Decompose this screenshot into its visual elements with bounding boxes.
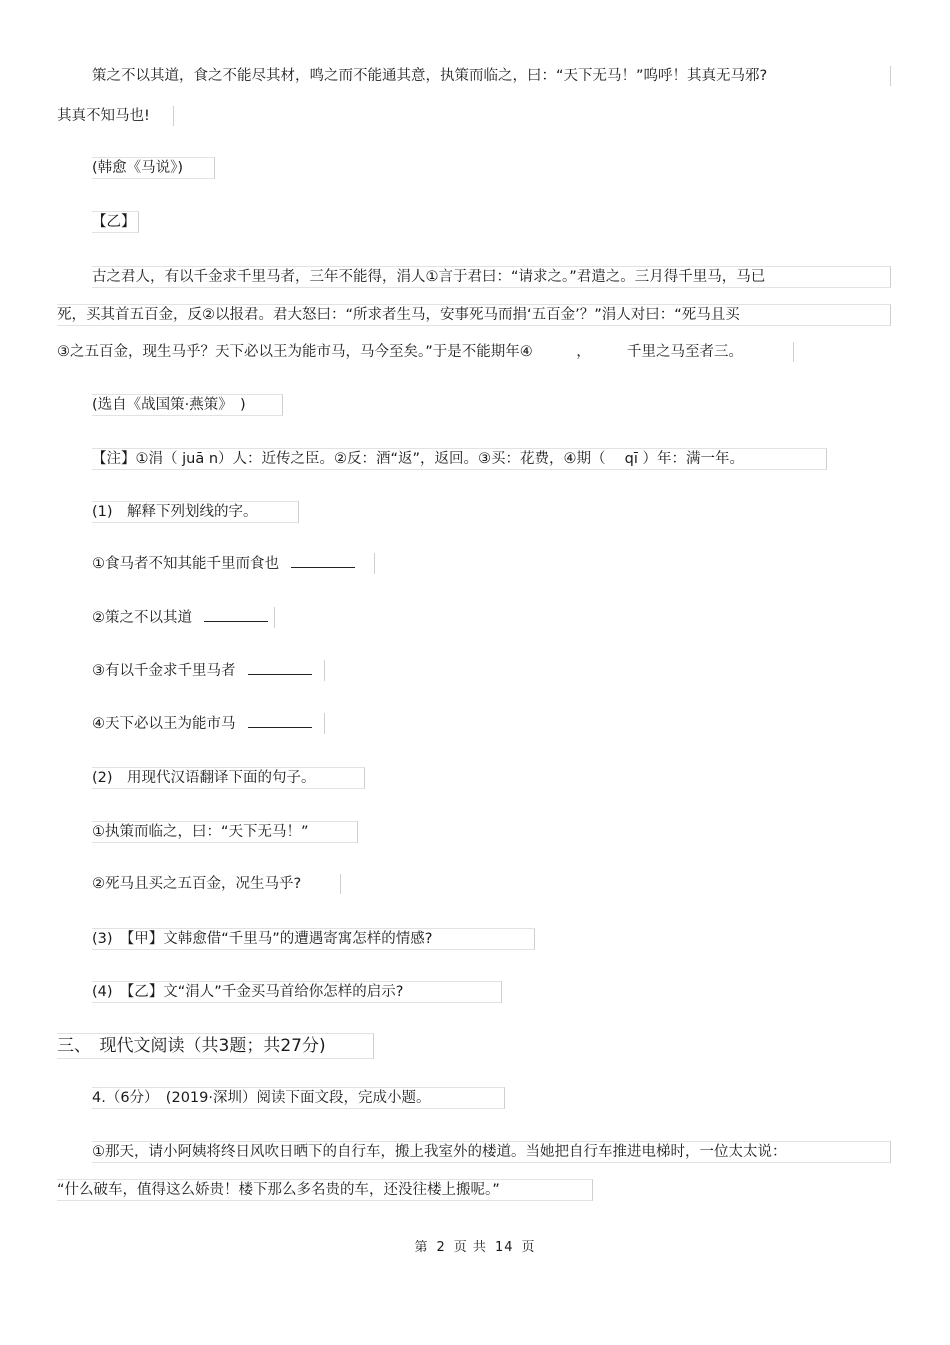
page-total: 14 bbox=[494, 1240, 514, 1255]
text-line: 策之不以其道，食之不能尽其材，鸣之而不能通其意，执策而临之，曰：“天下无马！”呜呼！其真无马邪? bbox=[92, 66, 891, 86]
item-text: ③有以千金求千里马者 bbox=[92, 663, 236, 679]
question-3-prompt: (3) 【甲】文韩愈借“千里马”的遭遇寄寓怎样的情感? bbox=[92, 928, 535, 950]
annotation-note: 【注】①涓（ juā n）人：近传之臣。②反：酒“返”，返回。③买：花费，④期（ qī ）年：满一年。 bbox=[92, 448, 827, 470]
text-line: ③之五百金，现生马乎？天下必以王为能市马，马今至矣。”于是不能期年④ ， 千里之马至者三。 bbox=[57, 342, 794, 362]
section-heading: 三、 现代文阅读（共3题；共27分) bbox=[57, 1033, 374, 1059]
source-citation: (韩愈《马说》) bbox=[92, 157, 215, 179]
answer-blank[interactable] bbox=[291, 553, 355, 568]
item-text: ①食马者不知其能千里而食也 bbox=[92, 556, 279, 572]
text-line: 死，买其首五百金，反②以报君。君大怒曰：“所求者生马，安事死马而捐‘五百金’？”涓人对曰：“死马且买 bbox=[57, 304, 891, 326]
answer-blank[interactable] bbox=[248, 660, 312, 675]
question-2-item: ①执策而临之，曰：“天下无马！” bbox=[92, 821, 358, 843]
question-prompt: 4.（6分） (2019·深圳）阅读下面文段，完成小题。 bbox=[92, 1087, 505, 1109]
question-2-item: ②死马且买之五百金，况生马乎? bbox=[92, 874, 341, 894]
question-1-item bbox=[92, 607, 275, 628]
footer-prefix: 第 bbox=[414, 1240, 429, 1255]
item-text: ④天下必以王为能市马 bbox=[92, 716, 236, 732]
source-citation: (选自《战国策·燕策》 ) bbox=[92, 394, 283, 416]
text-line: ①那天，请小阿姨将终日风吹日晒下的自行车，搬上我室外的楼道。当她把自行车推进电梯时，一位太太说： bbox=[92, 1141, 891, 1163]
question-2-prompt: (2) 用现代汉语翻译下面的句子。 bbox=[92, 767, 365, 789]
question-1-prompt: (1) 解释下列划线的字。 bbox=[92, 501, 299, 523]
question-1-item bbox=[92, 713, 325, 734]
page-number: 2 bbox=[436, 1240, 446, 1255]
section-label: 【乙】 bbox=[92, 211, 139, 233]
text-line: 其真不知马也! bbox=[57, 106, 174, 126]
answer-blank[interactable] bbox=[204, 607, 268, 622]
answer-blank[interactable] bbox=[248, 713, 312, 728]
page-footer bbox=[0, 1236, 950, 1255]
question-1-item bbox=[92, 553, 375, 574]
item-text: ②策之不以其道 bbox=[92, 610, 192, 626]
text-line: “什么破车，值得这么娇贵！楼下那么多名贵的车，还没往楼上搬呢。” bbox=[57, 1179, 593, 1201]
footer-middle: 页 共 bbox=[453, 1240, 487, 1255]
question-1-item bbox=[92, 660, 325, 681]
question-4-prompt: (4) 【乙】文“涓人”千金买马首给你怎样的启示? bbox=[92, 981, 502, 1003]
footer-suffix: 页 bbox=[521, 1240, 536, 1255]
text-line: 古之君人，有以千金求千里马者，三年不能得，涓人①言于君曰：“请求之。”君遣之。三月得千里马，马已 bbox=[92, 266, 891, 288]
